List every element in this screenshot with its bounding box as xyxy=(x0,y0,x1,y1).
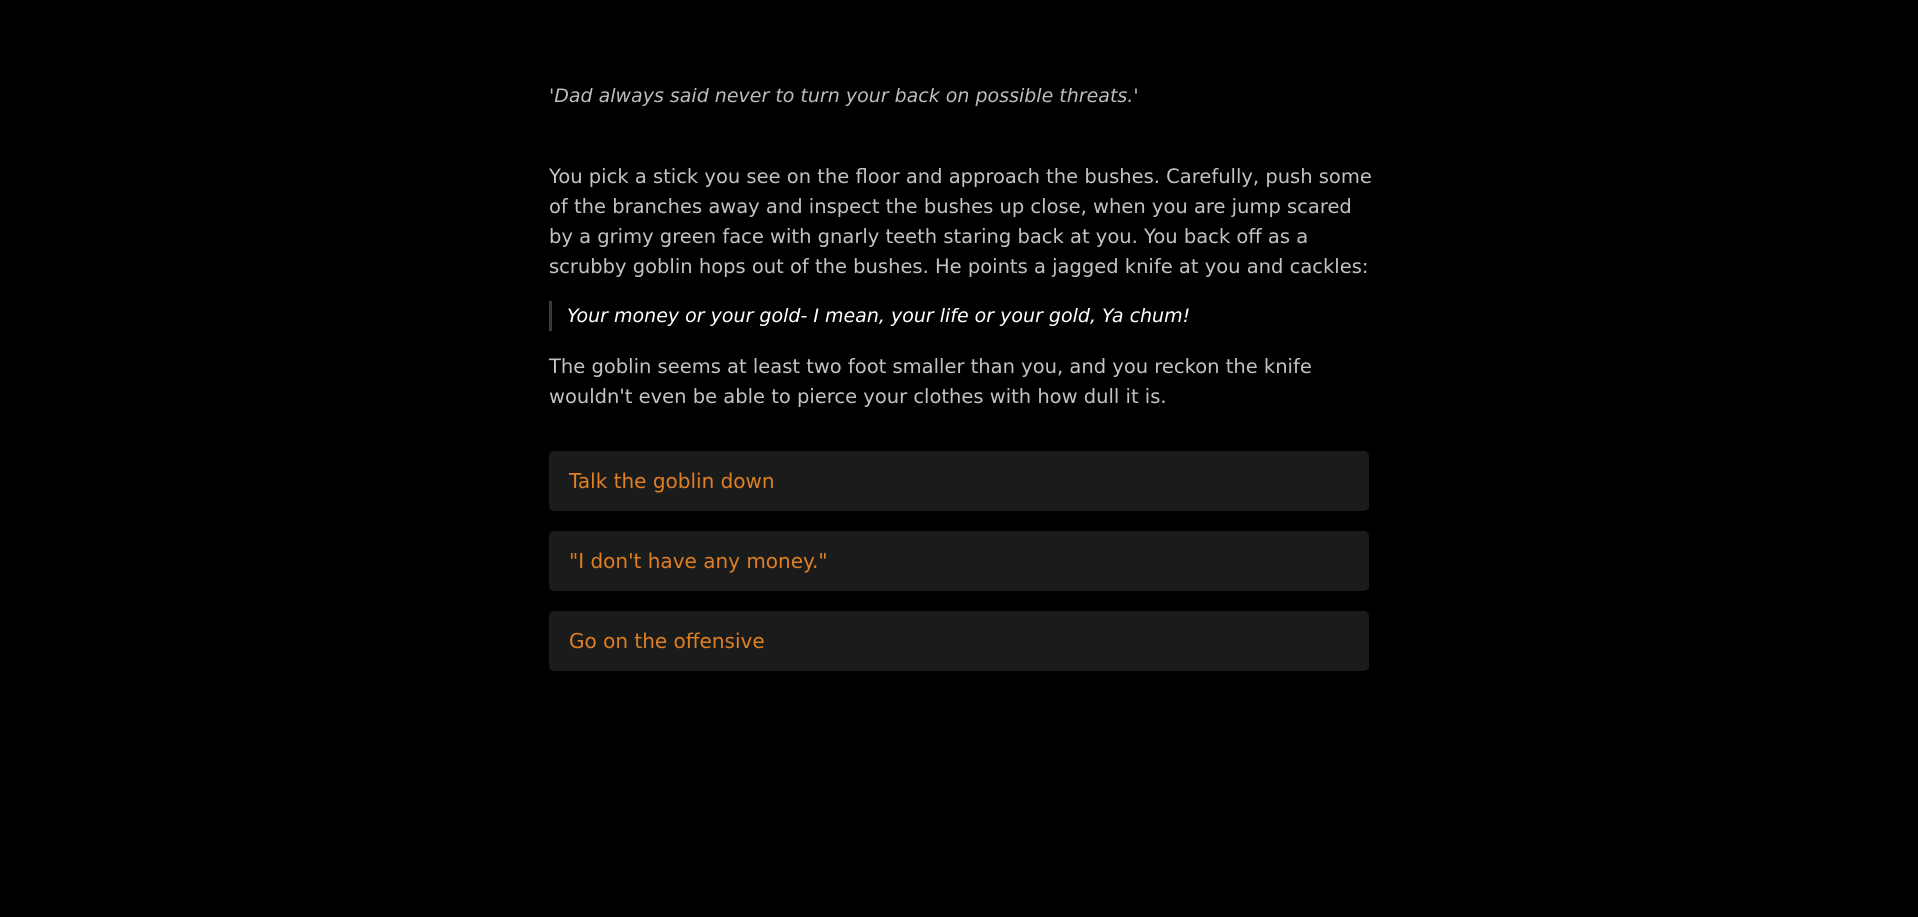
choice-label: Talk the goblin down xyxy=(569,469,775,493)
choice-talk-goblin-down-button[interactable] xyxy=(549,451,1369,511)
goblin-quote: Your money or your gold- I mean, your life or your gold, Ya chum! xyxy=(549,301,1190,331)
choice-go-offensive-button[interactable] xyxy=(549,611,1369,671)
story-paragraph: You pick a stick you see on the floor and approach the bushes. Carefully, push some of the branches away and inspect the bushes up close, when you are jump scared by a grimy green face with gnarly teeth staring back at you. You back off as a scrubby goblin hops out of the bushes. He points a jagged knife at you and cackles: xyxy=(549,165,1372,278)
choice-label: Go on the offensive xyxy=(569,629,765,653)
story-paragraph: The goblin seems at least two foot smaller than you, and you reckon the knife wouldn't even be able to pierce your clothes with how dull it is. xyxy=(549,355,1312,408)
choice-no-money-button[interactable] xyxy=(549,531,1369,591)
choice-label: "I don't have any money." xyxy=(569,549,828,573)
story-thought: 'Dad always said never to turn your back on possible threats.' xyxy=(549,85,1139,107)
